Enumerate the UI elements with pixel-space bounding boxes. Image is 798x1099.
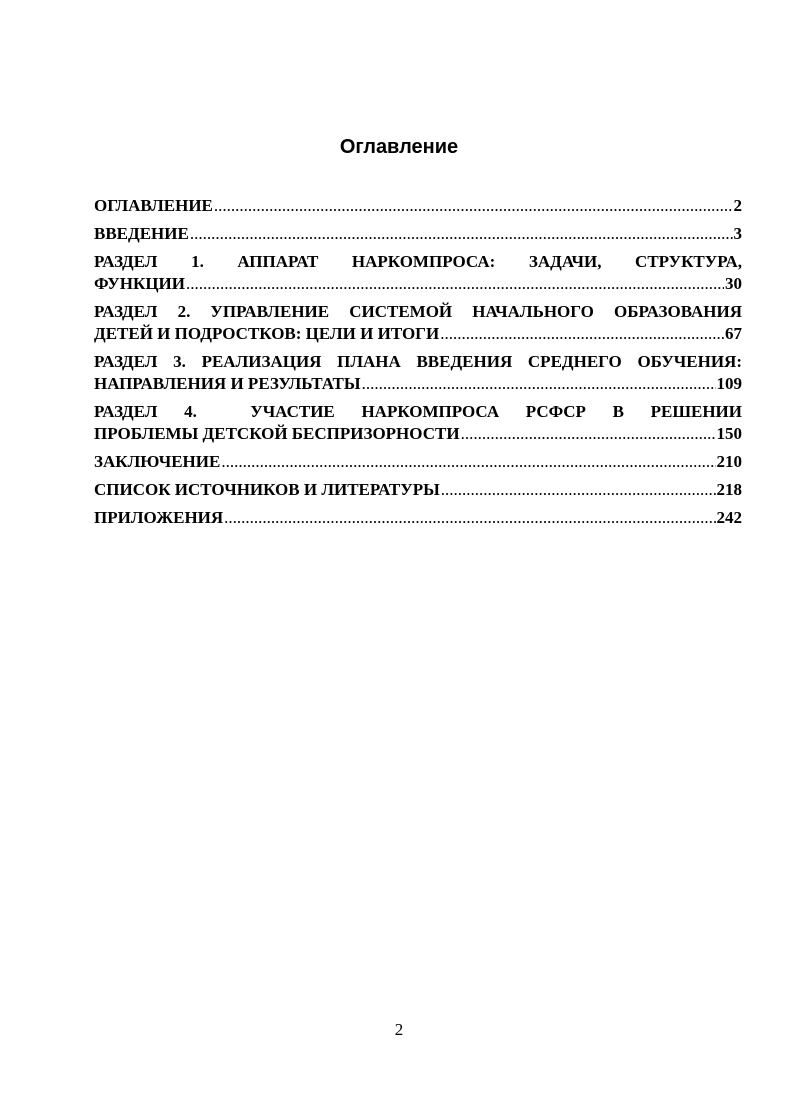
toc-line (94, 273, 742, 295)
toc-leader-dots (186, 273, 724, 295)
toc-entry-page: 242 (716, 508, 742, 527)
toc-entry-title-line-1: РАЗДЕЛ 1. АППАРАТ НАРКОМПРОСА: ЗАДАЧИ, СТРУКТУРА, (94, 252, 742, 271)
toc-line (94, 451, 742, 473)
toc-leader-dots (190, 223, 733, 245)
toc-entry-title-line-2: ДЕТЕЙ И ПОДРОСТКОВ: ЦЕЛИ И ИТОГИ (94, 324, 440, 343)
toc-line (94, 223, 742, 245)
toc-entry-page: 109 (716, 374, 742, 393)
toc-leader-dots (221, 451, 715, 473)
toc-leader-dots (461, 423, 716, 445)
toc-entry-spisok-istochnikov[interactable] (94, 479, 742, 501)
toc-entry-title: СПИСОК ИСТОЧНИКОВ И ЛИТЕРАТУРЫ (94, 480, 440, 499)
toc-entry-page: 30 (725, 274, 742, 293)
toc-entry-title: ВВЕДЕНИЕ (94, 224, 189, 243)
toc-entry-title-line-1: РАЗДЕЛ 3. РЕАЛИЗАЦИЯ ПЛАНА ВВЕДЕНИЯ СРЕДНЕГО ОБУЧЕНИЯ: (94, 352, 742, 371)
toc-entry-page: 67 (725, 324, 742, 343)
toc-leader-dots (224, 507, 715, 529)
toc-entry-page: 218 (716, 480, 742, 499)
page-number: 2 (394, 1020, 404, 1039)
toc-entry-page: 3 (733, 224, 742, 243)
toc-entry-zaklyuchenie[interactable] (94, 451, 742, 473)
toc-line (94, 373, 742, 395)
toc-line (94, 423, 742, 445)
toc-entry-title: ЗАКЛЮЧЕНИЕ (94, 452, 221, 471)
table-of-contents (94, 195, 742, 529)
toc-entry-razdel-1[interactable] (94, 251, 742, 295)
toc-entry-title-line-2: ФУНКЦИИ (94, 274, 186, 293)
toc-entry-razdel-4[interactable] (94, 401, 742, 445)
toc-leader-dots (441, 479, 716, 501)
toc-entry-title: ОГЛАВЛЕНИЕ (94, 196, 213, 215)
toc-line (94, 507, 742, 529)
toc-leader-dots (362, 373, 716, 395)
page-title: Оглавление (339, 136, 459, 158)
toc-entry-title: ПРИЛОЖЕНИЯ (94, 508, 224, 527)
toc-entry-title-line-2: НАПРАВЛЕНИЯ И РЕЗУЛЬТАТЫ (94, 374, 361, 393)
toc-entry-oglavlenie[interactable] (94, 195, 742, 217)
toc-leader-dots (214, 195, 733, 217)
toc-entry-title-line-1: РАЗДЕЛ 4. УЧАСТИЕ НАРКОМПРОСА РСФСР В РЕШЕНИИ (94, 402, 742, 421)
toc-entry-razdel-3[interactable] (94, 351, 742, 395)
toc-line (94, 323, 742, 345)
toc-entry-page: 210 (716, 452, 742, 471)
toc-entry-prilozheniya[interactable] (94, 507, 742, 529)
toc-entry-razdel-2[interactable] (94, 301, 742, 345)
toc-line (94, 195, 742, 217)
toc-entry-title-line-2: ПРОБЛЕМЫ ДЕТСКОЙ БЕСПРИЗОРНОСТИ (94, 424, 460, 443)
toc-entry-vvedenie[interactable] (94, 223, 742, 245)
toc-entry-title-line-1: РАЗДЕЛ 2. УПРАВЛЕНИЕ СИСТЕМОЙ НАЧАЛЬНОГО ОБРАЗОВАНИЯ (94, 302, 742, 321)
toc-line (94, 479, 742, 501)
toc-entry-page: 150 (716, 424, 742, 443)
toc-leader-dots (440, 323, 724, 345)
toc-entry-page: 2 (733, 196, 742, 215)
